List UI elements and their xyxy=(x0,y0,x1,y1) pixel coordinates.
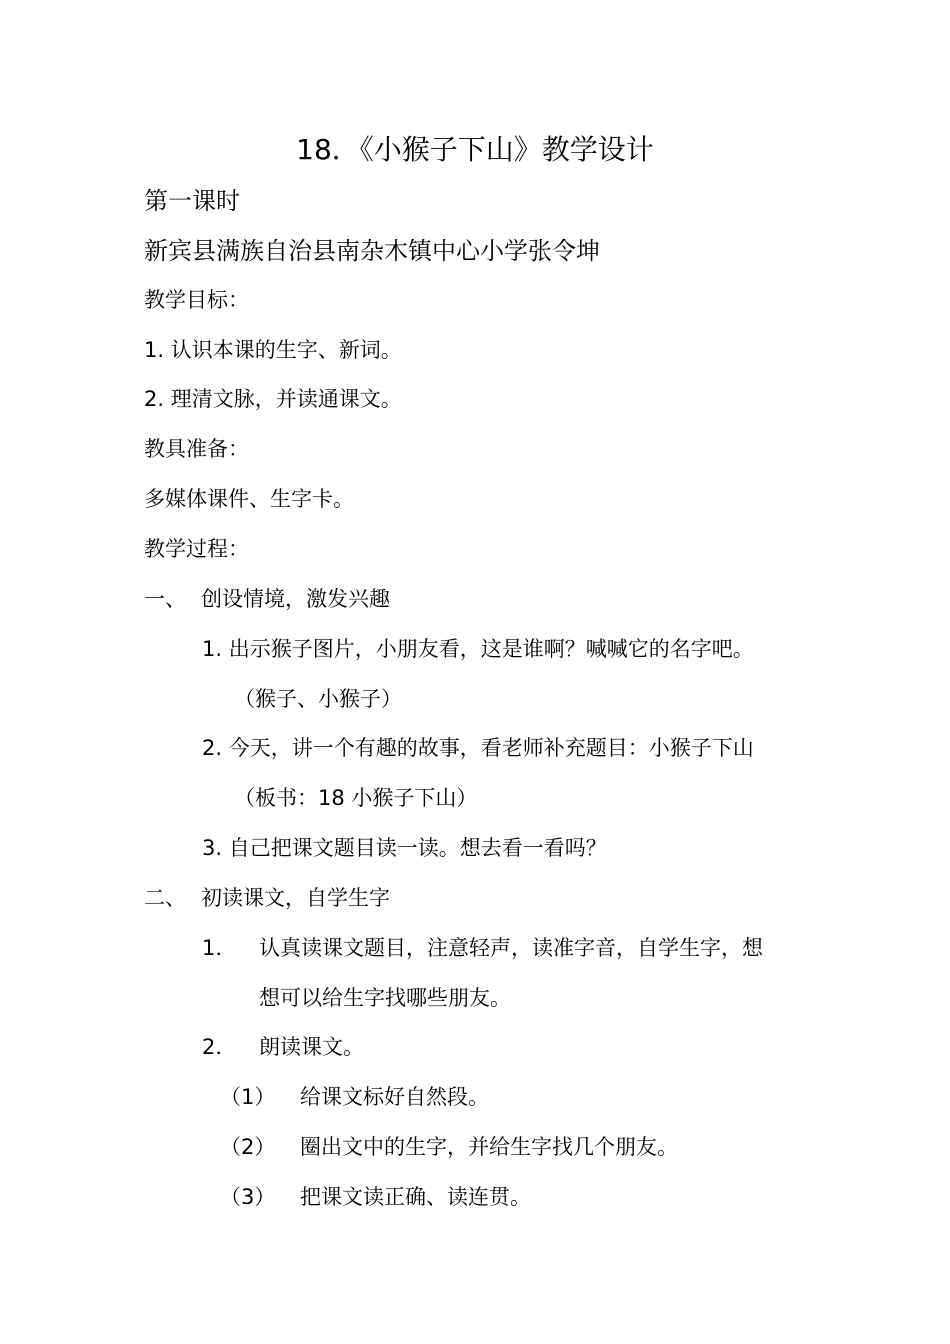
sub-item: 把课文读正确、读连贯。 xyxy=(300,1185,531,1209)
list-number: 2． xyxy=(202,1035,237,1059)
lesson-period: 第一课时 xyxy=(144,187,240,215)
sub-item-number: （2） xyxy=(220,1135,276,1159)
goal-item: 2. 理清文脉，并读通课文。 xyxy=(144,387,402,411)
sub-item-number: （1） xyxy=(220,1085,276,1109)
sub-item: 圈出文中的生字，并给生字找几个朋友。 xyxy=(300,1135,678,1159)
list-item: 3. 自己把课文题目读一读。想去看一看吗？ xyxy=(202,836,607,860)
document-title: 18．《小猴子下山》教学设计 xyxy=(296,133,654,166)
prep-content: 多媒体课件、生字卡。 xyxy=(144,487,354,511)
section-title: 创设情境，激发兴趣 xyxy=(201,587,390,611)
list-item: 2. 今天，讲一个有趣的故事，看老师补充题目：小猴子下山 xyxy=(202,736,754,760)
prep-heading: 教具准备： xyxy=(144,437,249,461)
sub-item: 给课文标好自然段。 xyxy=(300,1085,489,1109)
section-marker: 二、 xyxy=(144,886,186,910)
list-item-continuation: 想可以给生字找哪些朋友。 xyxy=(259,986,511,1010)
list-item: 认真读课文题目，注意轻声，读准字音，自学生字，想 xyxy=(259,936,763,960)
sub-item-number: （3） xyxy=(220,1185,276,1209)
author-line: 新宾县满族自治县南杂木镇中心小学张令坤 xyxy=(144,237,600,265)
list-number: 1． xyxy=(202,936,237,960)
list-item: 朗读课文。 xyxy=(259,1035,364,1059)
list-item-continuation: （板书：18 小猴子下山） xyxy=(234,786,478,810)
goal-item: 1. 认识本课的生字、新词。 xyxy=(144,338,402,362)
process-heading: 教学过程： xyxy=(144,537,249,561)
goals-heading: 教学目标： xyxy=(144,288,249,312)
list-item: 1. 出示猴子图片，小朋友看，这是谁啊？喊喊它的名字吧。 xyxy=(202,637,754,661)
section-marker: 一、 xyxy=(144,587,186,611)
list-item-continuation: （猴子、小猴子） xyxy=(234,687,402,711)
section-title: 初读课文，自学生字 xyxy=(201,886,390,910)
